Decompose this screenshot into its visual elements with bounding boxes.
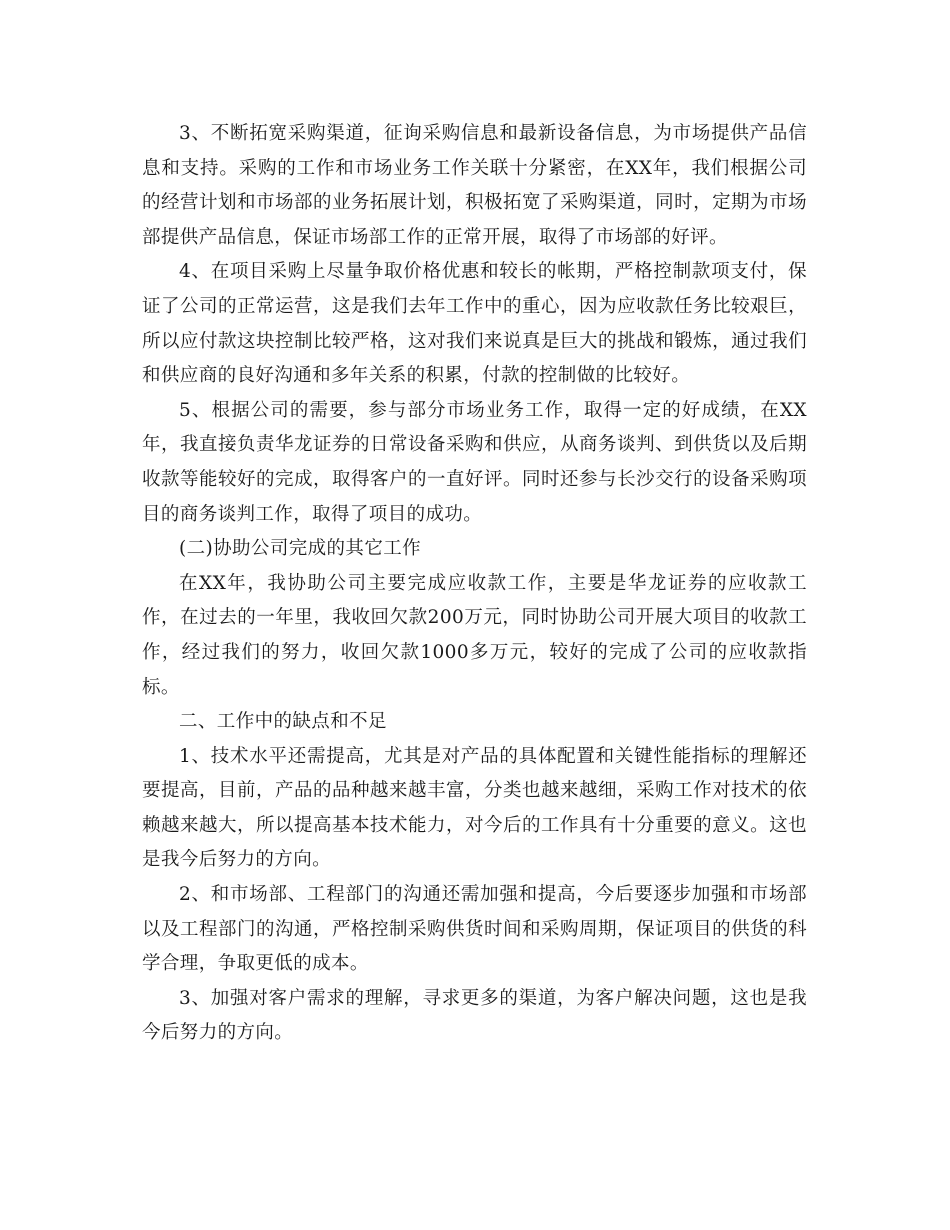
paragraph-payment-terms: 4、在项目采购上尽量争取价格优惠和较长的帐期，严格控制款项支付，保证了公司的正常运营，这是我们去年工作中的重心，因为应收款任务比较艰巨，所以应付款这块控制比较严格，这对我们来说真是巨大的挑战和锻炼，通过我们和供应商的良好沟通和多年关系的积累，付款的控制做的比较好。 [142,261,807,387]
document-body [142,117,807,1051]
paragraph-procurement-channels: 3、不断拓宽采购渠道，征询采购信息和最新设备信息，为市场提供产品信息和支持。采购的工作和市场业务工作关联十分紧密，在XX年，我们根据公司的经营计划和市场部的业务拓展计划，积极拓宽了采购渠道，同时，定期为市场部提供产品信息，保证市场部工作的正常开展，取得了市场部的好评。 [142,123,807,248]
paragraph-customer-needs: 3、加强对客户需求的理解，寻求更多的渠道，为客户解决问题，这也是我今后努力的方向。 [142,987,807,1044]
section-heading-other-work: (二)协助公司完成的其它工作 [179,538,422,560]
paragraph-market-business: 5、根据公司的需要，参与部分市场业务工作，取得一定的好成绩，在XX年，我直接负责华龙证券的日常设备采购和供应，从商务谈判、到供货以及后期收款等能较好的完成，取得客户的一直好评。同时还参与长沙交行的设备采购项目的商务谈判工作，取得了项目的成功。 [142,399,807,525]
section-heading-shortcomings: 二、工作中的缺点和不足 [179,711,387,733]
paragraph-communication: 2、和市场部、工程部门的沟通还需加强和提高，今后要逐步加强和市场部以及工程部门的沟通，严格控制采购供货时间和采购周期，保证项目的供货的科学合理，争取更低的成本。 [142,884,807,975]
paragraph-technical-skills: 1、技术水平还需提高，尤其是对产品的具体配置和关键性能指标的理解还要提高，目前，产品的品种越来越丰富，分类也越来越细，采购工作对技术的依赖越来越大，所以提高基本技术能力，对今后的工作具有十分重要的意义。这也是我今后努力的方向。 [142,745,807,871]
paragraph-receivables: 在XX年，我协助公司主要完成应收款工作，主要是华龙证券的应收款工作，在过去的一年里，我收回欠款200万元，同时协助公司开展大项目的收款工作，经过我们的努力，收回欠款1000多万元，较好的完成了公司的应收款指标。 [142,572,807,698]
